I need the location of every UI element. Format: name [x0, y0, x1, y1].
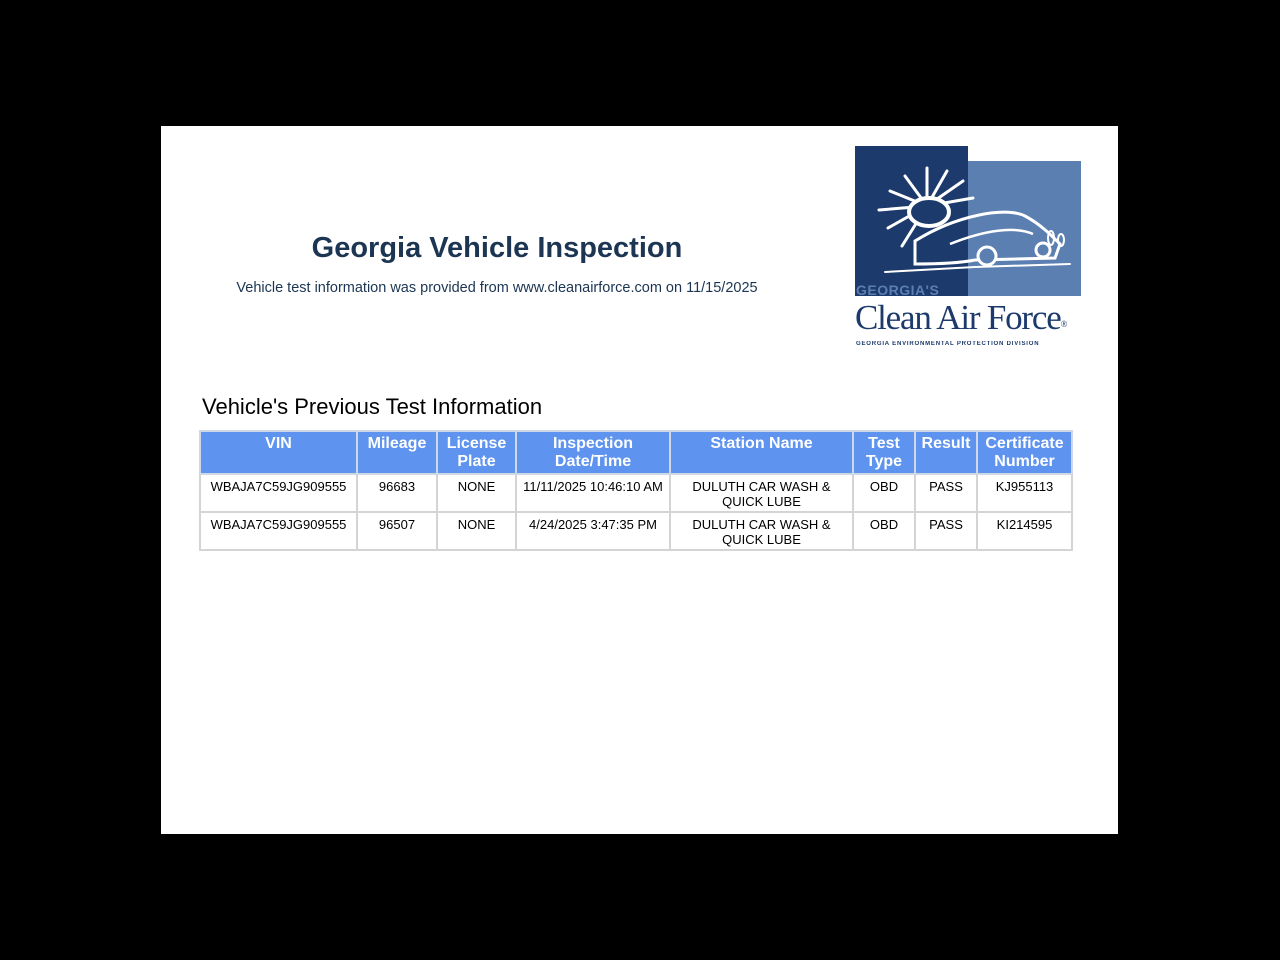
cell-license-plate: NONE: [437, 474, 516, 512]
logo-name: [855, 298, 1067, 338]
cell-result: PASS: [915, 512, 977, 550]
column-header-station-name: Station Name: [670, 431, 853, 474]
column-header-mileage: Mileage: [357, 431, 437, 474]
test-history-table: [199, 430, 1073, 551]
cell-certificate-number: KI214595: [977, 512, 1072, 550]
page-title: Georgia Vehicle Inspection: [311, 232, 683, 264]
cell-result: PASS: [915, 474, 977, 512]
column-header-license-plate: License Plate: [437, 431, 516, 474]
column-header-test-type: Test Type: [853, 431, 915, 474]
clean-air-force-logo: [855, 146, 1091, 350]
cell-license-plate: NONE: [437, 512, 516, 550]
logo-division: GEORGIA ENVIRONMENTAL PROTECTION DIVISION: [856, 341, 1040, 347]
table-header: [200, 431, 1072, 474]
cell-certificate-number: KJ955113: [977, 474, 1072, 512]
column-header-vin: VIN: [200, 431, 357, 474]
cell-mileage: 96683: [357, 474, 437, 512]
column-header-inspection-datetime: Inspection Date/Time: [516, 431, 670, 474]
table-row: [200, 474, 1072, 512]
cell-station-name: DULUTH CAR WASH & QUICK LUBE: [670, 474, 853, 512]
column-header-result: Result: [915, 431, 977, 474]
header-row: [200, 431, 1072, 474]
cell-inspection-datetime: 4/24/2025 3:47:35 PM: [516, 512, 670, 550]
logo-state-label: GEORGIA'S: [856, 282, 940, 298]
document-page: [161, 126, 1118, 834]
cell-inspection-datetime: 11/11/2025 10:46:10 AM: [516, 474, 670, 512]
column-header-certificate-number: Certificate Number: [977, 431, 1072, 474]
section-heading: Vehicle's Previous Test Information: [202, 394, 543, 419]
page-subtitle: Vehicle test information was provided from www.cleanairforce.com on 11/15/2025: [236, 280, 758, 296]
table-body: [200, 474, 1072, 550]
cell-vin: WBAJA7C59JG909555: [200, 512, 357, 550]
cell-mileage: 96507: [357, 512, 437, 550]
cell-station-name: DULUTH CAR WASH & QUICK LUBE: [670, 512, 853, 550]
table-row: [200, 512, 1072, 550]
cell-vin: WBAJA7C59JG909555: [200, 474, 357, 512]
cell-test-type: OBD: [853, 512, 915, 550]
sun-car-logo-icon: [855, 146, 1083, 296]
cell-test-type: OBD: [853, 474, 915, 512]
registered-mark: ®: [1060, 319, 1068, 329]
logo-name-text: Clean Air Force: [855, 298, 1061, 337]
